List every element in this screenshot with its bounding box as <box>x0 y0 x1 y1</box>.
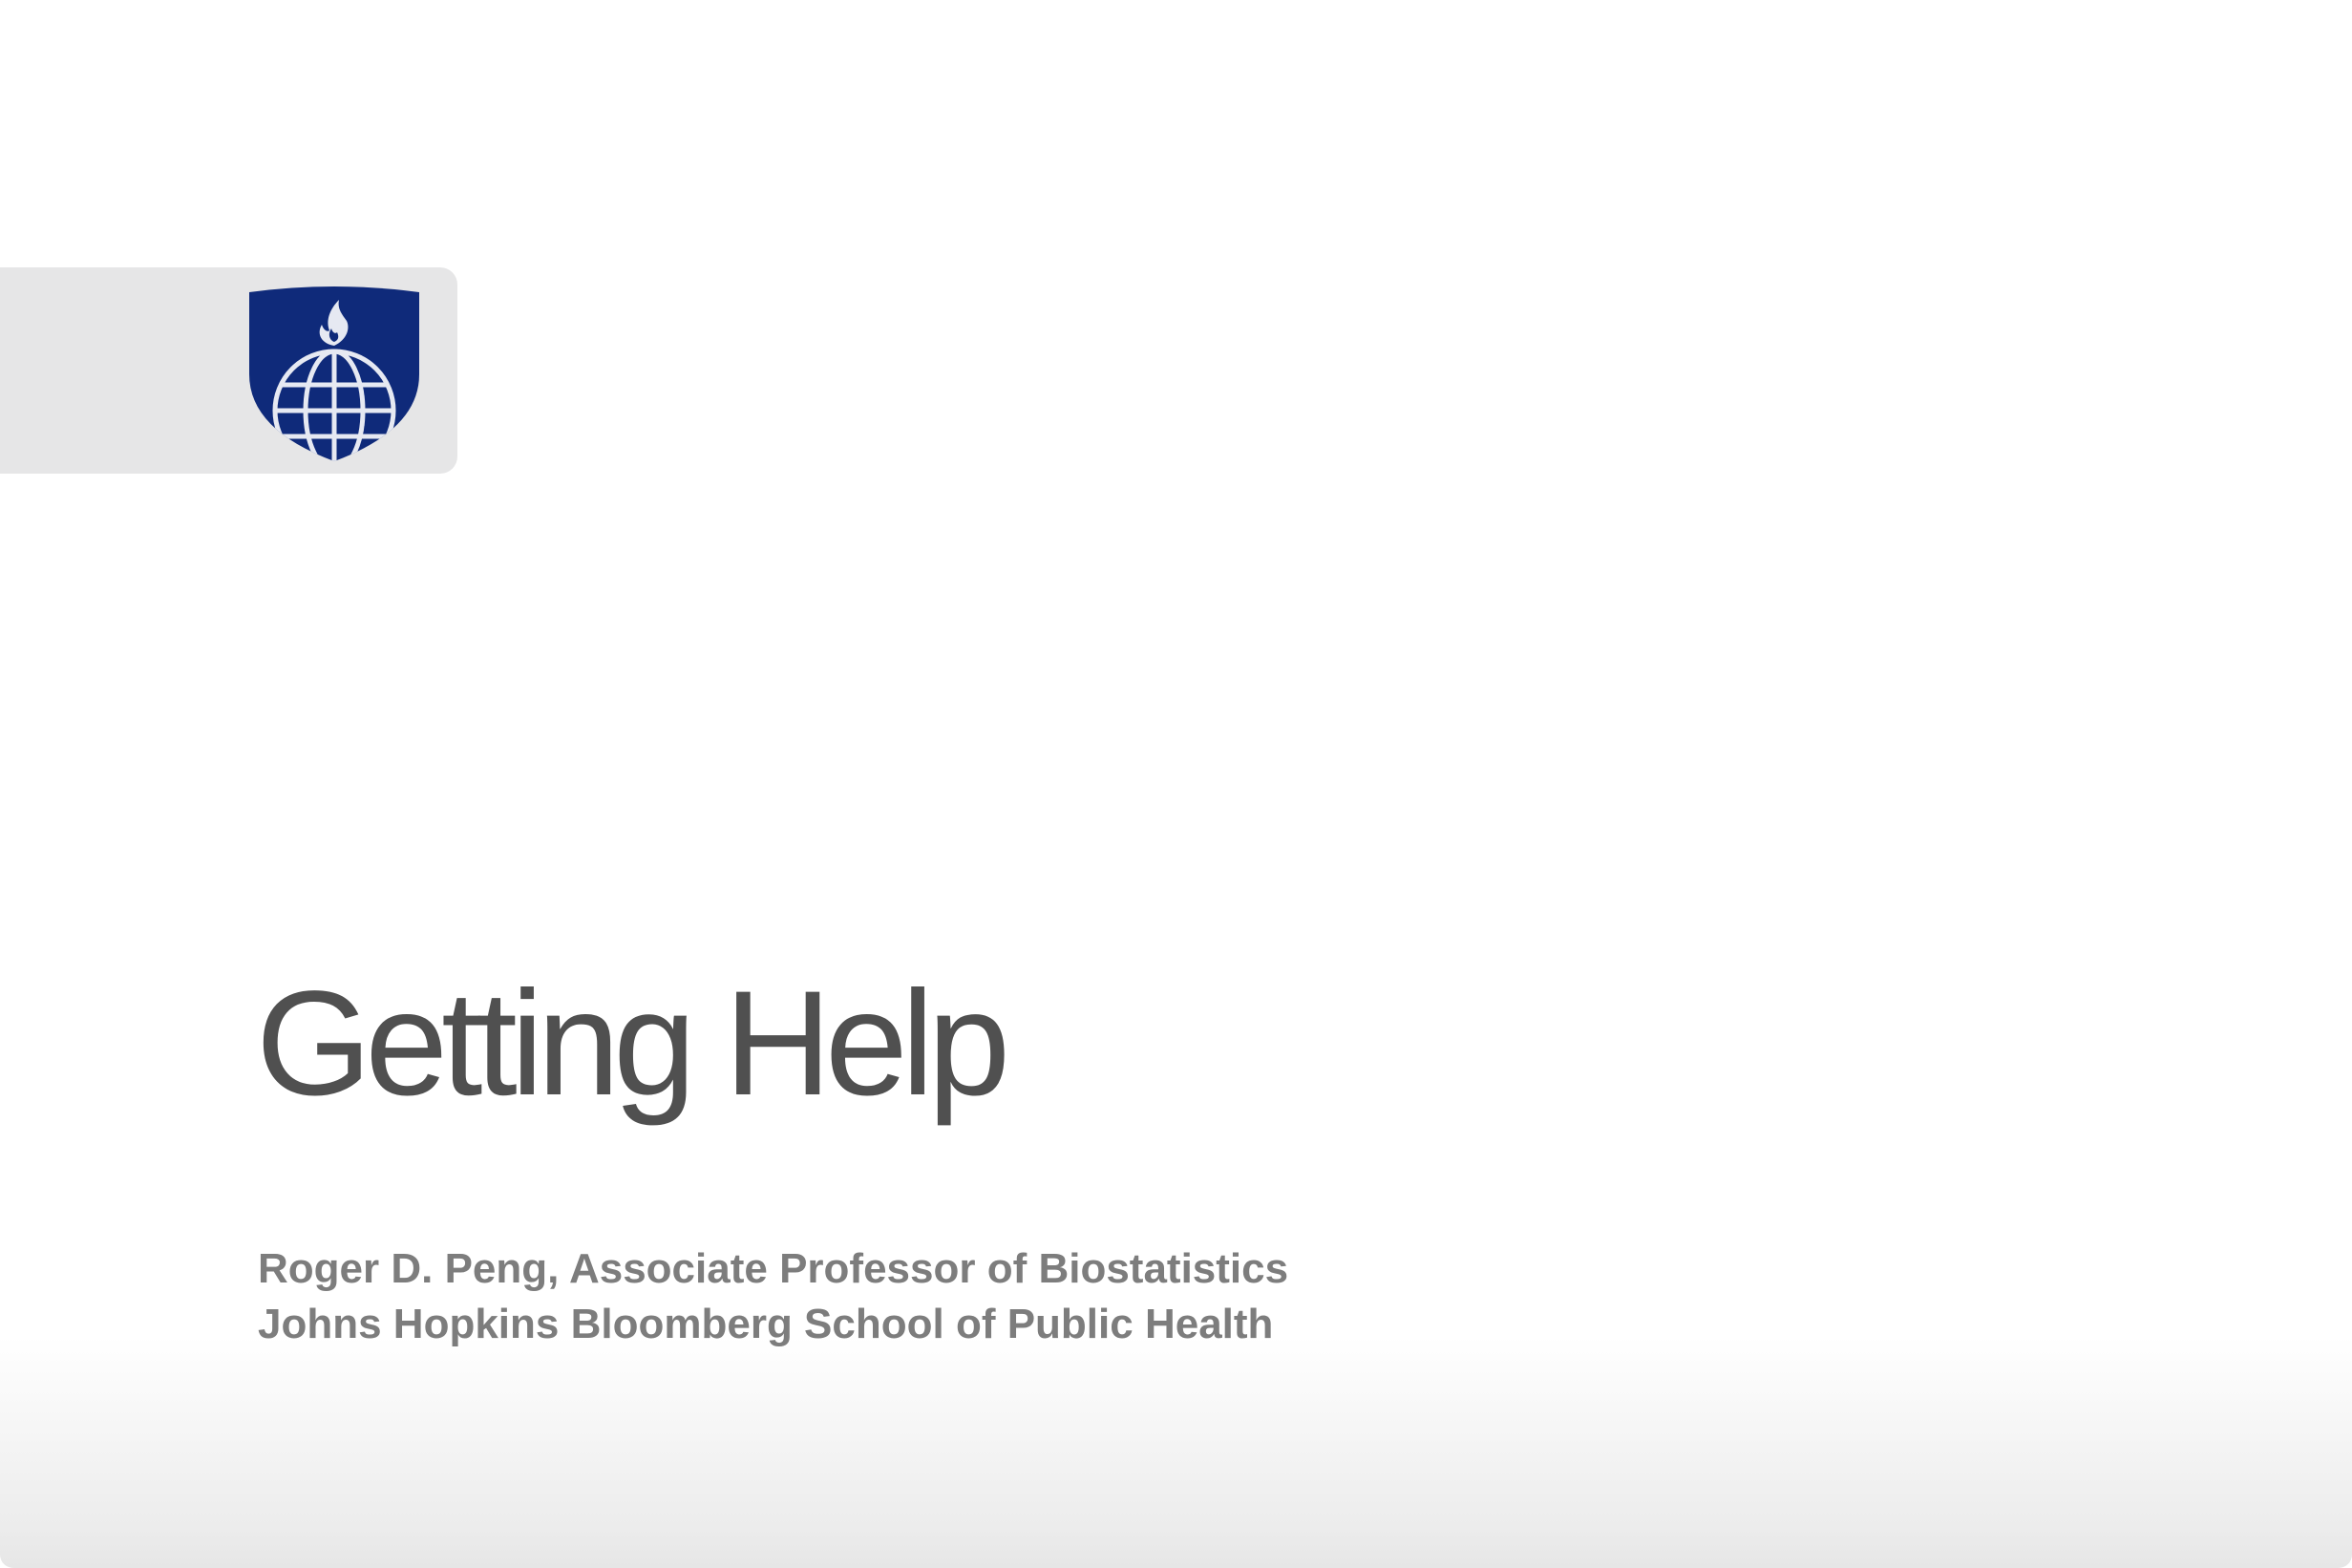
author-block <box>258 1241 1288 1352</box>
affiliation-line: Johns Hopkins Bloomberg School of Public Health <box>258 1301 1274 1347</box>
author-line: Roger D. Peng, Associate Professor of Biostatistics <box>258 1245 1289 1292</box>
slide-title: Getting Help <box>256 961 1005 1127</box>
jhsph-shield-icon <box>247 286 421 462</box>
